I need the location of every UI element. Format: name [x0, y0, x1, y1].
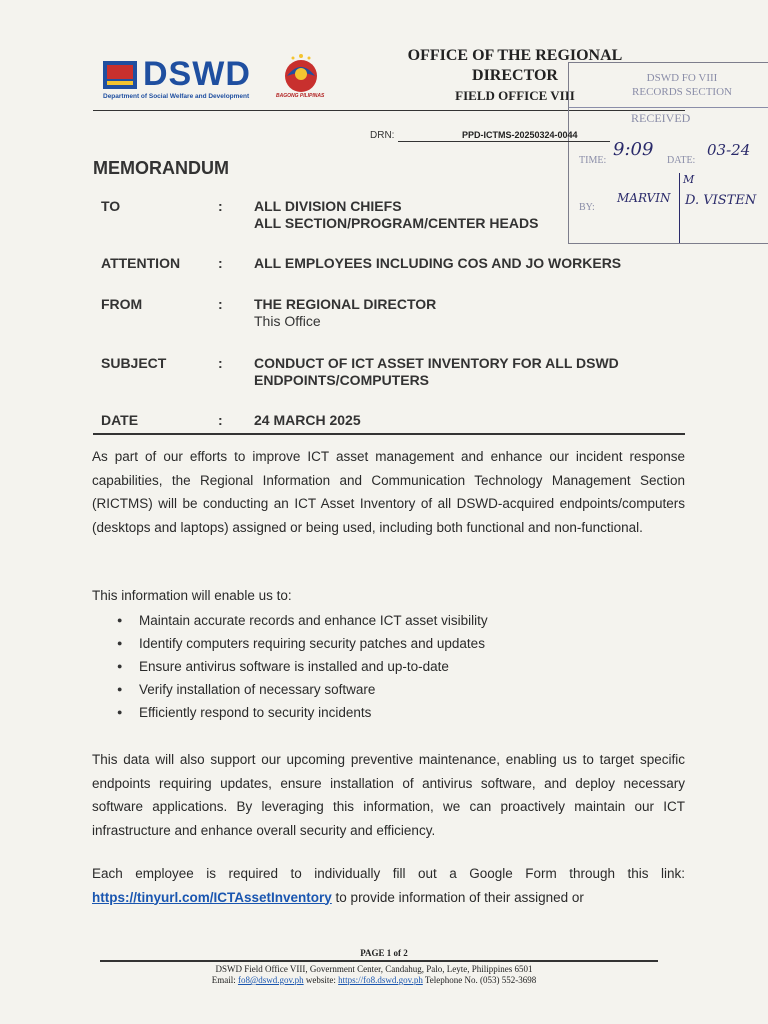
date-colon: : — [218, 412, 223, 428]
from-colon: : — [218, 296, 223, 312]
to-label: TO — [101, 198, 121, 214]
footer-email-label: Email: — [211, 975, 236, 985]
dswd-logo — [103, 57, 263, 103]
list-item: ● Maintain accurate records and enhance ICT asset visibility — [117, 609, 488, 632]
date-label: DATE — [101, 412, 139, 428]
stamp-date-label: DATE: — [667, 155, 696, 166]
seal-subtitle: BAGONG PILIPINAS — [276, 93, 325, 99]
to-line2: ALL SECTION/PROGRAM/CENTER HEADS — [254, 215, 539, 231]
logo-subtitle: Department of Social Welfare and Development — [103, 93, 250, 100]
stamp-initial: M — [683, 173, 695, 186]
from-label: FROM — [101, 296, 143, 312]
stamp-date-value: 03-24 — [707, 141, 751, 159]
stamp-time-label: TIME: — [579, 155, 607, 166]
memo-title: MEMORANDUM — [93, 158, 229, 178]
footer-website-label: website: — [305, 975, 336, 985]
drn-label: DRN: — [370, 130, 395, 141]
office-title-line2: DIRECTOR — [472, 67, 558, 84]
memo-header-divider — [93, 433, 685, 435]
subject-value — [254, 355, 619, 389]
from-line1: THE REGIONAL DIRECTOR — [254, 296, 437, 312]
stamp-received: RECEIVED — [631, 111, 691, 125]
subject-line2: ENDPOINTS/COMPUTERS — [254, 372, 430, 388]
list-item: ● Efficiently respond to security incidents — [117, 701, 488, 724]
stamp-divider — [569, 107, 768, 108]
footer-website-link[interactable]: https://fo8.dswd.gov.ph — [338, 975, 423, 985]
to-colon: : — [218, 198, 223, 214]
body-paragraph-2: This data will also support our upcoming preventive maintenance, enabling us to target specific endpoints requiring updates, ensure installation of antivirus software, and deploy necessary software applications. By leveraging this information, we can proactively maintain our ICT infrastructure and enhance overall security and efficiency. — [92, 752, 685, 838]
footer-phone: Telephone No. (053) 552-3698 — [424, 975, 537, 985]
footer-contact — [0, 975, 748, 985]
from-line2: This Office — [254, 313, 321, 329]
attention-label: ATTENTION — [101, 255, 181, 271]
attention-colon: : — [218, 255, 223, 271]
drn-underline — [398, 141, 610, 142]
stamp-time-value: 9:09 — [613, 139, 654, 160]
stamp-line2: RECORDS SECTION — [632, 86, 732, 98]
dswd-logo-mark-icon — [103, 61, 137, 89]
list-item: ● Verify installation of necessary software — [117, 678, 488, 701]
stamp-line1: DSWD FO VIII — [646, 72, 718, 84]
list-item: ● Identify computers requiring security patches and updates — [117, 632, 488, 655]
to-value — [254, 198, 538, 232]
office-title-line1: OFFICE OF THE REGIONAL — [407, 47, 623, 64]
bagong-pilipinas-seal — [278, 52, 324, 102]
received-stamp — [568, 62, 768, 244]
purpose-list — [117, 609, 488, 724]
office-title-line3: FIELD OFFICE VIII — [455, 88, 575, 103]
bagong-pilipinas-seal-icon — [278, 52, 324, 94]
subject-label: SUBJECT — [101, 355, 167, 371]
from-value — [254, 296, 436, 330]
subject-line1: CONDUCT OF ICT ASSET INVENTORY FOR ALL DSWD — [254, 355, 619, 371]
logo-text: DSWD — [143, 55, 251, 93]
attention-value: ALL EMPLOYEES INCLUDING COS AND JO WORKERS — [254, 255, 622, 271]
to-line1: ALL DIVISION CHIEFS — [254, 198, 402, 214]
stamp-signature-stroke — [679, 173, 680, 243]
page-number: PAGE 1 of 2 — [360, 948, 408, 958]
paragraph-3-tail: to provide information of their assigned or — [335, 889, 584, 905]
footer-divider — [100, 960, 658, 962]
body-intro: This information will enable us to: — [92, 588, 292, 603]
paragraph-3-lead: Each employee is required to individually fill out a Google Form through this link: — [92, 866, 685, 881]
stamp-by-value: MARVIN — [617, 191, 671, 205]
list-item: ● Ensure antivirus software is installed and up-to-date — [117, 655, 488, 678]
stamp-header — [627, 71, 737, 99]
drn-value: PPD-ICTMS-20250324-0044 — [462, 130, 578, 140]
date-value: 24 MARCH 2025 — [254, 412, 361, 428]
footer-address: DSWD Field Office VIII, Government Center, Candahug, Palo, Leyte, Philippines 6501 — [215, 964, 533, 974]
body-paragraph-3 — [92, 862, 685, 909]
stamp-by-label: BY: — [579, 202, 595, 213]
inventory-form-link[interactable]: https://tinyurl.com/ICTAssetInventory — [92, 889, 332, 905]
stamp-by-value2: D. VISTEN — [685, 193, 757, 208]
footer-email-link[interactable]: fo8@dswd.gov.ph — [237, 975, 304, 985]
subject-colon: : — [218, 355, 223, 371]
body-paragraph-1: As part of our efforts to improve ICT asset management and enhance our incident response capabilities, the Regional Information and Communication Technology Management Section (RICTMS) will be conducting an ICT Asset Inventory of all DSWD-acquired endpoints/computers (desktops and laptops) assigned or being used, including both functional and non-functional. — [92, 449, 685, 535]
